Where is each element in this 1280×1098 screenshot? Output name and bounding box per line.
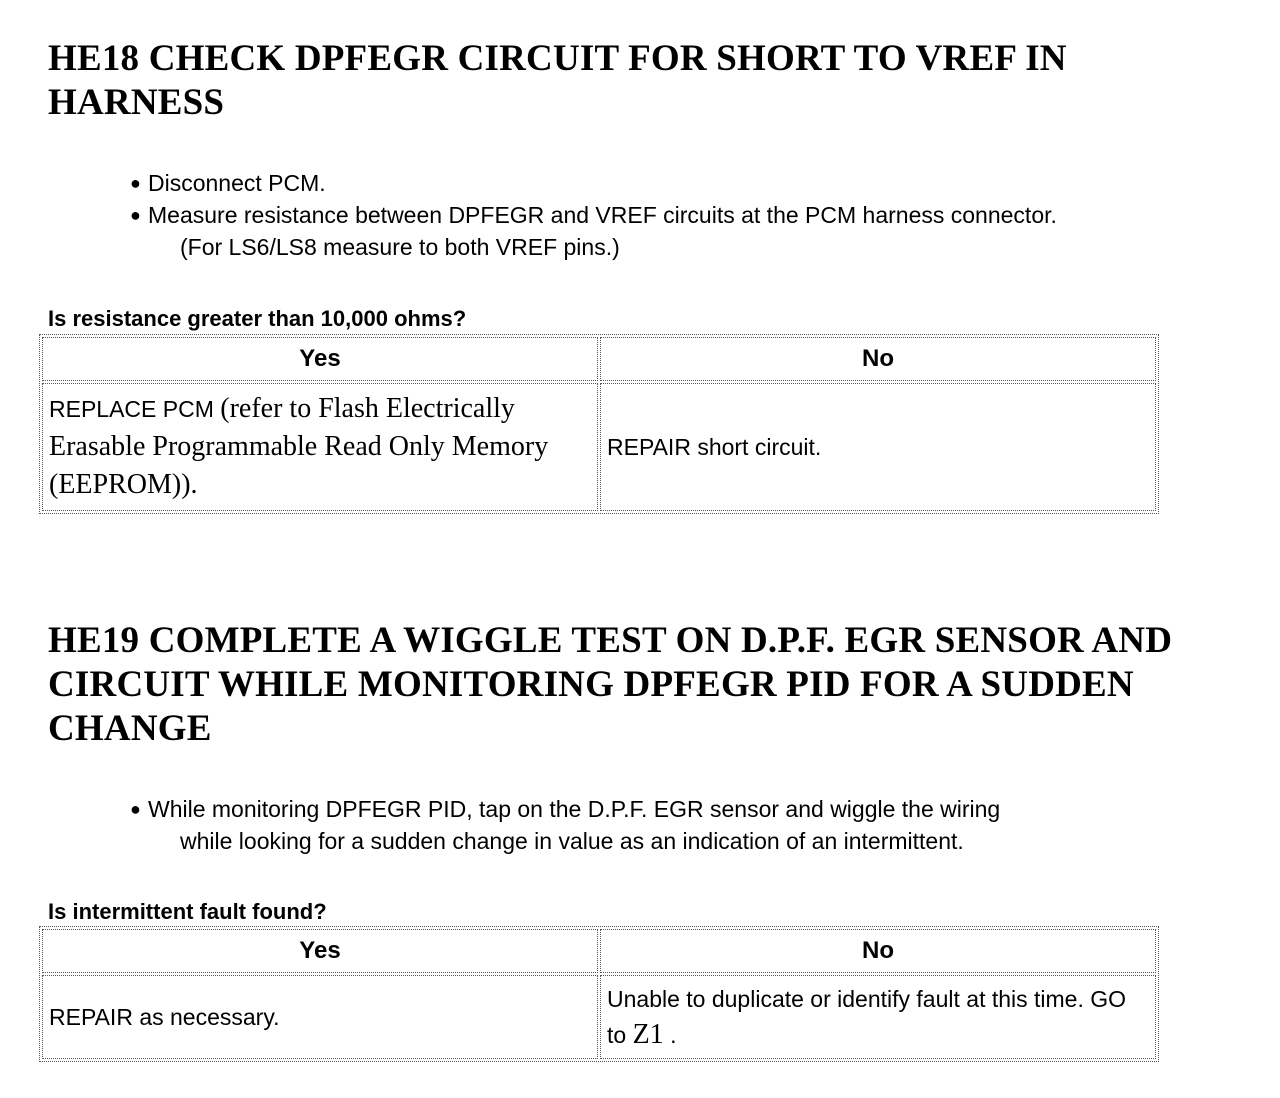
bullet-icon: ●	[130, 205, 141, 225]
yes-header: Yes	[42, 337, 598, 381]
no-cell: REPAIR short circuit.	[600, 383, 1156, 511]
step-item	[130, 199, 1057, 263]
no-cell	[600, 975, 1156, 1059]
yes-cell: REPAIR as necessary.	[42, 975, 598, 1059]
section-title-he19: HE19 COMPLETE A WIGGLE TEST ON D.P.F. EGR SENSOR AND CIRCUIT WHILE MONITORING DPFEGR PID FOR A SUDDEN CHANGE	[48, 620, 1173, 749]
bullet-icon: ●	[130, 173, 141, 193]
bullet-icon: ●	[130, 799, 141, 819]
result-table-he18	[39, 334, 1159, 514]
steps-list-he19	[130, 793, 1000, 857]
question-he18: Is resistance greater than 10,000 ohms?	[48, 306, 467, 331]
no-header: No	[600, 929, 1156, 973]
step-continuation: while looking for a sudden change in value as an indication of an intermittent.	[180, 828, 964, 854]
step-text: Disconnect PCM.	[148, 170, 326, 196]
steps-list-he18	[130, 167, 1057, 263]
yes-action: REPLACE PCM	[49, 396, 214, 422]
yes-cell	[42, 383, 598, 511]
no-header: No	[600, 337, 1156, 381]
yes-header: Yes	[42, 929, 598, 973]
no-suffix: .	[670, 1022, 677, 1048]
step-text: While monitoring DPFEGR PID, tap on the D.P.F. EGR sensor and wiggle the wiring	[148, 796, 1001, 822]
step-item	[130, 793, 1000, 857]
step-continuation: (For LS6/LS8 measure to both VREF pins.)	[180, 234, 620, 260]
no-text: Unable to duplicate or identify fault at this time. GO to	[607, 986, 1127, 1048]
z1-link[interactable]: Z1	[632, 1019, 664, 1050]
eeprom-reference-link[interactable]: (refer to Flash Electrically Erasable Programmable Read Only Memory (EEPROM)).	[49, 393, 549, 500]
section-title-he18: HE18 CHECK DPFEGR CIRCUIT FOR SHORT TO VREF IN HARNESS	[48, 38, 1067, 123]
step-item	[130, 167, 1057, 199]
question-he19: Is intermittent fault found?	[48, 899, 327, 924]
result-table-he19	[39, 926, 1159, 1062]
step-text: Measure resistance between DPFEGR and VREF circuits at the PCM harness connector.	[148, 202, 1057, 228]
